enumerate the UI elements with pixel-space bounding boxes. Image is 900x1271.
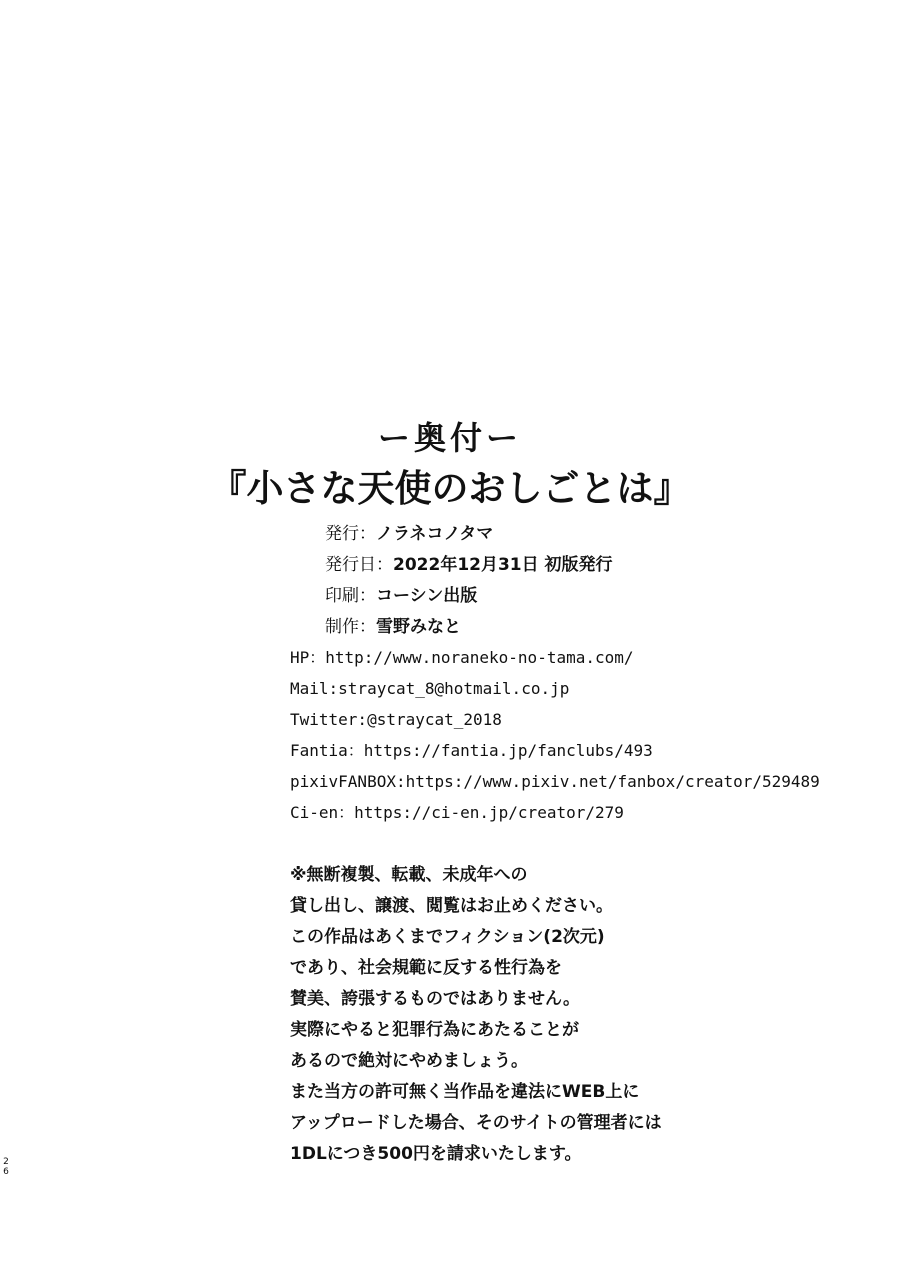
credit-author <box>325 616 461 638</box>
credit-value: ノラネコノタマ <box>376 524 494 544</box>
credit-publish-date <box>325 554 613 576</box>
page-number <box>2 1157 10 1177</box>
contact-mail: Mail:straycat_8@hotmail.co.jp <box>290 679 570 698</box>
notice-line: 実際にやると犯罪行為にあたることが <box>290 1020 579 1040</box>
page-number-digit: 2 <box>3 1157 9 1167</box>
notice-line: 貸し出し、譲渡、閲覧はお止めください。 <box>290 896 613 916</box>
notice-line: 1DLにつき500円を請求いたします。 <box>290 1144 582 1164</box>
contact-twitter: Twitter:@straycat_2018 <box>290 710 502 729</box>
contact-ci-en: Ci-en：https://ci-en.jp/creator/279 <box>290 803 624 822</box>
notice-line: ※無断複製、転載、未成年への <box>290 865 528 885</box>
book-title: 『小さな天使のおしごとは』 <box>209 467 691 510</box>
credit-separator: ： <box>359 524 376 544</box>
credit-printer <box>325 585 477 607</box>
credit-value: 2022年12月31日 初版発行 <box>393 555 613 575</box>
credit-separator: ： <box>359 617 376 637</box>
notice-line: この作品はあくまでフィクション(2次元) <box>290 927 605 947</box>
credit-label: 発行 <box>325 524 359 544</box>
contact-fantia: Fantia：https://fantia.jp/fanclubs/493 <box>290 741 653 760</box>
credit-label: 制作 <box>325 617 359 637</box>
notice-line: であり、社会規範に反する性行為を <box>290 958 562 978</box>
colophon-header: ー奥付ー <box>377 419 522 457</box>
notice-line: あるので絶対にやめましょう。 <box>290 1051 528 1071</box>
credit-publisher <box>325 523 493 545</box>
credit-label: 印刷 <box>325 586 359 606</box>
credit-value: コーシン出版 <box>376 586 478 606</box>
credit-separator: ： <box>359 586 376 606</box>
notice-line: アップロードした場合、そのサイトの管理者には <box>290 1113 662 1133</box>
notice-line: 賛美、誇張するものではありません。 <box>290 989 581 1009</box>
credit-value: 雪野みなと <box>376 617 461 637</box>
contact-pixiv-fanbox: pixivFANBOX:https://www.pixiv.net/fanbox/creator/529489 <box>290 772 820 791</box>
contact-homepage: HP：http://www.noraneko-no-tama.com/ <box>290 648 634 667</box>
credit-label: 発行日 <box>325 555 376 575</box>
page-number-digit: 6 <box>3 1167 9 1177</box>
notice-line: また当方の許可無く当作品を違法にWEB上に <box>290 1082 640 1102</box>
credit-separator: ： <box>376 555 393 575</box>
